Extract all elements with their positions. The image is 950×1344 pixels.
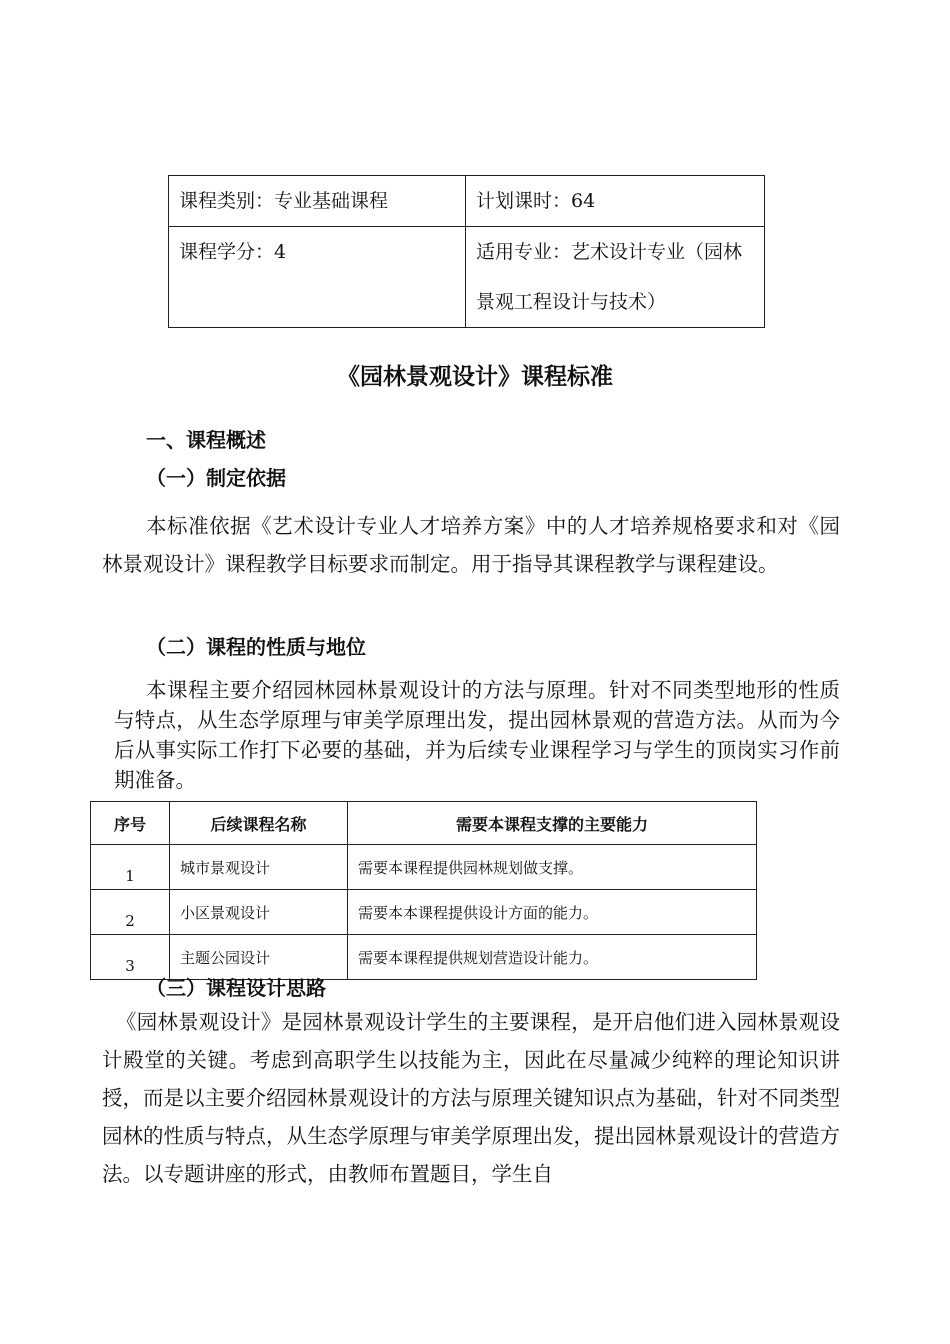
row-seq: 3 (91, 935, 170, 980)
header-course-name: 后续课程名称 (170, 802, 348, 845)
follow-up-course-table (90, 801, 757, 980)
subsection-heading-basis: （一）制定依据 (146, 466, 286, 490)
table-row (169, 176, 765, 227)
credits-cell: 课程学分：4 (169, 227, 466, 328)
row-ability: 需要本本课程提供设计方面的能力。 (348, 890, 757, 935)
subsection-heading-design: （三）课程设计思路 (146, 976, 326, 1000)
course-category-cell: 课程类别：专业基础课程 (169, 176, 466, 227)
paragraph-design: 《园林景观设计》是园林景观设计学生的主要课程，是开启他们进入园林景观设计殿堂的关键。考虑到高职学生以技能为主，因此在尽量减少纯粹的理论知识讲授，而是以主要介绍园林景观设计的方法与原理关键知识点为基础，针对不同类型园林的性质与特点，从生态学原理与审美学原理出发，提出园林景观设计的营造方法。以专题讲座的形式，由教师布置题目，学生自 (102, 1010, 840, 1186)
row-course-name: 小区景观设计 (170, 890, 348, 935)
paragraph-basis: 本标准依据《艺术设计专业人才培养方案》中的人才培养规格要求和对《园林景观设计》课程教学目标要求而制定。用于指导其课程教学与课程建设。 (102, 514, 840, 576)
subsection-heading-nature: （二）课程的性质与地位 (146, 635, 366, 659)
table-row (91, 890, 757, 935)
row-seq: 1 (91, 845, 170, 890)
row-course-name: 城市景观设计 (170, 845, 348, 890)
row-ability: 需要本课程提供规划营造设计能力。 (348, 935, 757, 980)
table-header-row (91, 802, 757, 845)
header-ability: 需要本课程支撑的主要能力 (348, 802, 757, 845)
row-ability: 需要本课程提供园林规划做支撑。 (348, 845, 757, 890)
course-info-table (168, 175, 765, 328)
section-heading-overview: 一、课程概述 (146, 428, 266, 452)
table-row (169, 227, 765, 328)
document-title: 《园林景观设计》课程标准 (337, 364, 613, 390)
table-row (91, 845, 757, 890)
header-seq: 序号 (91, 802, 170, 845)
paragraph-nature: 本课程主要介绍园林园林景观设计的方法与原理。针对不同类型地形的性质与特点，从生态学原理与审美学原理出发，提出园林景观的营造方法。从而为今后从事实际工作打下必要的基础，并为后续专业课程学习与学生的顶岗实习作前期准备。 (114, 678, 840, 792)
applicable-major-cell: 适用专业：艺术设计专业（园林景观工程设计与技术） (466, 227, 765, 328)
row-seq: 2 (91, 890, 170, 935)
row-course-name: 主题公园设计 (170, 935, 348, 980)
planned-hours-cell: 计划课时：64 (466, 176, 765, 227)
